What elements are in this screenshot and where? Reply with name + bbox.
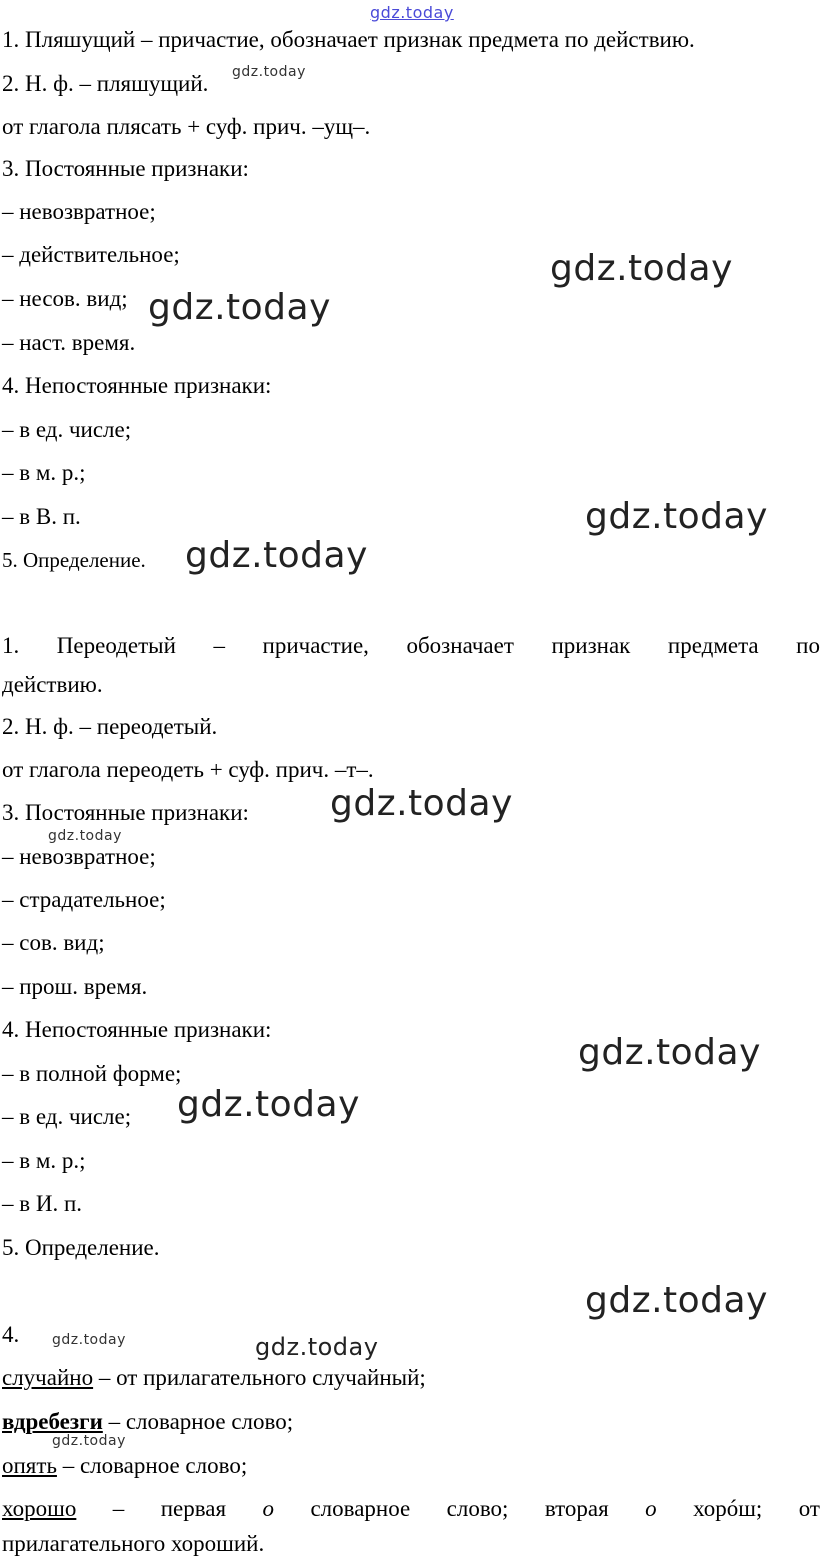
b1-line-4: 3. Постоянные признаки: xyxy=(2,156,249,181)
b3-row-4-rest-b: словарное слово; вторая xyxy=(274,1496,646,1521)
b2-line-4: 3. Постоянные признаки: xyxy=(2,800,249,825)
b3-row-1 xyxy=(2,1364,426,1392)
b2-line-10: – в полной форме; xyxy=(2,1061,182,1086)
b3-row-1-word: случайно xyxy=(2,1365,94,1390)
b1-line-6: – действительное; xyxy=(2,242,180,267)
b2-line-1a: 1. Переодетый – причастие, обозначает признак предмета по xyxy=(2,633,820,658)
b2-line-1b: действию. xyxy=(2,672,103,697)
b1-line-8: – наст. время. xyxy=(2,330,136,355)
b3-row-4-line-2: прилагательного хороший. xyxy=(2,1531,265,1556)
b2-line-7: – сов. вид; xyxy=(2,930,105,955)
watermark-big-1: gdz.today xyxy=(550,248,733,289)
b2-line-9: 4. Непостоянные признаки: xyxy=(2,1017,272,1042)
b3-row-2 xyxy=(2,1408,293,1436)
watermark-top: gdz.today xyxy=(370,3,454,22)
b1-line-3: от глагола плясать + суф. прич. –ущ–. xyxy=(2,114,371,139)
b1-line-7: – несов. вид; xyxy=(2,286,128,311)
b3-row-4 xyxy=(2,1495,820,1523)
b3-row-3 xyxy=(2,1452,247,1480)
b3-row-4-rest-c: хорóш; от xyxy=(656,1496,820,1521)
b3-row-3-word: опять xyxy=(2,1453,57,1478)
b1-line-9: 4. Непостоянные признаки: xyxy=(2,373,272,398)
watermark-medium-1: gdz.today xyxy=(255,1333,379,1361)
watermark-big-7: gdz.today xyxy=(177,1084,360,1125)
b2-line-8: – прош. время. xyxy=(2,974,148,999)
b2-line-5: – невозвратное; xyxy=(2,844,156,869)
b1-line-13: 5. Определение. xyxy=(2,548,146,572)
b1-line-5: – невозвратное; xyxy=(2,199,156,224)
b1-line-2: 2. Н. ф. – пляшущий. xyxy=(2,71,209,96)
b3-row-4-o2: о xyxy=(645,1496,657,1521)
watermark-big-5: gdz.today xyxy=(330,783,513,824)
b2-line-3: от глагола переодеть + суф. прич. –т–. xyxy=(2,757,374,782)
b3-row-3-rest: – словарное слово; xyxy=(56,1453,248,1478)
b3-row-4-rest-a: – первая xyxy=(76,1496,263,1521)
watermark-big-6: gdz.today xyxy=(578,1032,761,1073)
b2-line-11: – в ед. числе; xyxy=(2,1104,132,1129)
watermark-small-1: gdz.today xyxy=(232,64,306,80)
watermark-big-3: gdz.today xyxy=(585,496,768,537)
b1-line-11: – в м. р.; xyxy=(2,460,86,485)
b1-line-10: – в ед. числе; xyxy=(2,417,132,442)
b1-line-1: 1. Пляшущий – причастие, обозначает признак предмета по действию. xyxy=(2,27,695,52)
b2-line-13: – в И. п. xyxy=(2,1191,83,1216)
b1-line-12: – в В. п. xyxy=(2,504,81,529)
watermark-big-8: gdz.today xyxy=(585,1280,768,1321)
watermark-big-2: gdz.today xyxy=(148,287,331,328)
b3-row-2-rest: – словарное слово; xyxy=(102,1409,294,1434)
b2-line-2: 2. Н. ф. – переодетый. xyxy=(2,714,218,739)
b3-row-2-word: вдребезги xyxy=(2,1409,103,1434)
b3-row-4-word: хорошо xyxy=(2,1496,77,1521)
b2-line-6: – страдательное; xyxy=(2,887,166,912)
watermark-small-3: gdz.today xyxy=(52,1332,126,1348)
b2-line-14: 5. Определение. xyxy=(2,1235,160,1260)
b2-line-12: – в м. р.; xyxy=(2,1148,86,1173)
b3-row-1-rest: – от прилагательного случайный; xyxy=(93,1365,426,1390)
watermark-small-2: gdz.today xyxy=(48,828,122,844)
watermark-small-4: gdz.today xyxy=(52,1433,126,1449)
b3-number: 4. xyxy=(2,1322,20,1347)
watermark-big-4: gdz.today xyxy=(185,535,368,576)
b3-row-4-o1: о xyxy=(262,1496,275,1521)
